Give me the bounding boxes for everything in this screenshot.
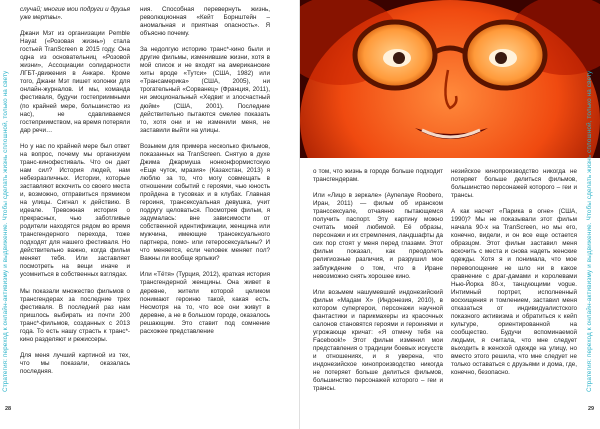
portrait-illustration	[300, 0, 600, 158]
page-number-right: 29	[588, 406, 595, 412]
paragraph: Но у нас по крайней мере был ответ на вопрос, почему мы организуем транс-кинофестиваль. Что он дает нам сил? История людей, нам небезразличных. Истории, которые заставляют вскочить со своего места и, возможно, отправиться прямиком на улицы. Сигнал к действию. В идеале. Тревожная история о прекрасных, чью заботливые родители находятся рядом во время трансгендерного перехода, тоже подходят для нашего фестиваля. Но действительно важно, когда фильм меняет тебя. Или заставляет посмотреть на вещи иначе и усомниться в собственных взглядах.	[20, 142, 130, 279]
right-column-1	[313, 168, 443, 403]
right-page	[300, 0, 600, 429]
page-number-left: 28	[5, 406, 12, 412]
left-column-1	[20, 6, 130, 402]
paragraph: Или «Тётя» (Турция, 2012), краткая история трансгендерной женщины. Она живет в деревне, жители которой целиком понимают героиню такой, какая есть. Несмотря на то, что все они живут в деревне, а не в большом городе, оказалось решающим. Это ставит под сомнение расхожее представление	[140, 271, 270, 335]
paragraph: незийское кинопроизводство никогда не потеряет больше делиться фильмов, большинство персонажей которого – геи и трансы.	[451, 168, 577, 200]
paragraph: Джани Мэт из организации Pemble Hayat («Розовая жизнь») стала гостьей TranScreen в 2015 году. Она одна из основательниц «Розовой жизни», Ассоциации солидарности ЛГБТ-движения в Анкаре. Кроме того, Джани Мэт пишет колонки для онлайн-журналов. И мы, команда фестиваля, будучи гостеприимными (по крайней мере, большинство из нас), не сдавливаемся гостеприимством, на время потеряли дар речи…	[20, 30, 130, 134]
left-sidebar-text: Стратегия: переход к онлайн-активизму и выдвижение. Чтобы сделать жизнь сплошной, только на свету	[2, 70, 9, 392]
paragraph: Или возьмем нашумевший индонезийский фильм «Мадам Х» (Индонезия, 2010), в котором супергерои, персонажи научной фантастики и парикмахеры из красочных салонов становятся героями и героинями и угрожающе кричат: «Я отмечу тебя на Facebook!» Этот фильм изменил мои представления о традиции боевых искусств и отношениях, и я уверена, что индонезийское кинопроизводство никогда не потеряет больше делиться фильмов, большинство персонажей которого – геи и трансы.	[313, 288, 443, 393]
paragraph: Для меня лучший картиной из тех, что мы показали, оказалась последняя.	[20, 351, 130, 375]
paragraph: Возьмем для примера несколько фильмов, показанных на TranScreen. Снятую в духе Джима Джармуша нонконформистскую «Еще чуток, мразия» (Казахстан, 2013) я люблю за то, что могу совмещать в отношении событий с героями, чью юность пройдена в тусовках и в клубах. Главная героиня, трансексуальная девушка, учит подругу целоваться. Посмотрев фильм, я задумалась: вне зависимости от собственной идентификации, женщина или мужчина, имеющие трансексуального партнера, помо- или гетеросексуальны? И что меняется, если человек меняет пол? Важны ли вообще ярлыки?	[140, 142, 270, 263]
paragraph: случай; многие мои подруги и друзья уже мертвы».	[20, 6, 130, 22]
paragraph: ния. Способная перевернуть жизнь, революционная «Кейт Борнштейн – аномальная и приятная опасность». Я объясню почему.	[140, 6, 270, 38]
right-column-2	[451, 168, 577, 403]
left-column-2	[140, 6, 270, 402]
paragraph: о том, что жизнь в городе больше подходит трансгендерам.	[313, 168, 443, 184]
portrait-photo	[300, 0, 600, 158]
paragraph: За недолгую историю транс*-кино были и другие фильмы, изменившие жизни, хотя в мой список и не входят на американские хиты вроде «Тутси» (США, 1982) или «Трансамерика» (США, 2005), ни трогательный «Сорванец» (Франция, 2011), ни эмоциональный «Хедвиг и злосчастный дюйм» (США, 2001). Последние действительно пытаются смелее показать то, хотя они и не изменили меня, не заставили выйти на улицы.	[140, 46, 270, 134]
right-sidebar-text: Стратегия: переход к онлайн-активизму и выдвижение. Чтобы сделать жизнь сплошной, только на свету	[586, 70, 593, 392]
paragraph: Мы показали множество фильмов о трансгендерах за последние трех фестиваля. В последний раз нам пришлось выбирать из почти 200 транс*-фильмов, созданных с 2013 года. То есть нашу страсть к транс*-кино разделяют и режиссеры.	[20, 287, 130, 343]
paragraph: Или «Лицо в зеркале» (Аупелауе Roobero, Иран, 2011) — фильм об иранском транссексуале, отчаянно пытающемся получить паспорт. Эту картину можно считать моей любимой. Её образы, персонажи и их стремления, ландшафты да сих пор стоят у меня перед глазами. Этот фильм показал, как преодолеть религиозные различия, и разрушил мое заблуждение о том, что в Иране невозможно снять хорошее кино.	[313, 192, 443, 280]
paragraph: А как насчет «Парика в огне» (США, 1990)? Мы не показывали этот фильм начала 90-х на TranScreen, но мы его, конечно, видели, и он все еще остается образцом. Этот фильм заставил меня вскочить с места и снова надеть женские одежды. Хотя я и понимала, что мое переволощение не шло ни в какое сравнение с драг-дамами и королевами Нью-Йорка 80-х, танцующими vogue. Интимный портрет, исполненный восхищения и томлением, заставил меня отказаться от индивидуалистского показного активизма и обратиться к кейп культуре, ориентированной на сообщество. Будучи вспоминаемой людьми, я считала, что мне следует выходить в женской одежде на улицу, но вместо этого решила, что мне следует не только оставаться с друзьями и дома, где, конечно, безопасно.	[451, 208, 577, 377]
